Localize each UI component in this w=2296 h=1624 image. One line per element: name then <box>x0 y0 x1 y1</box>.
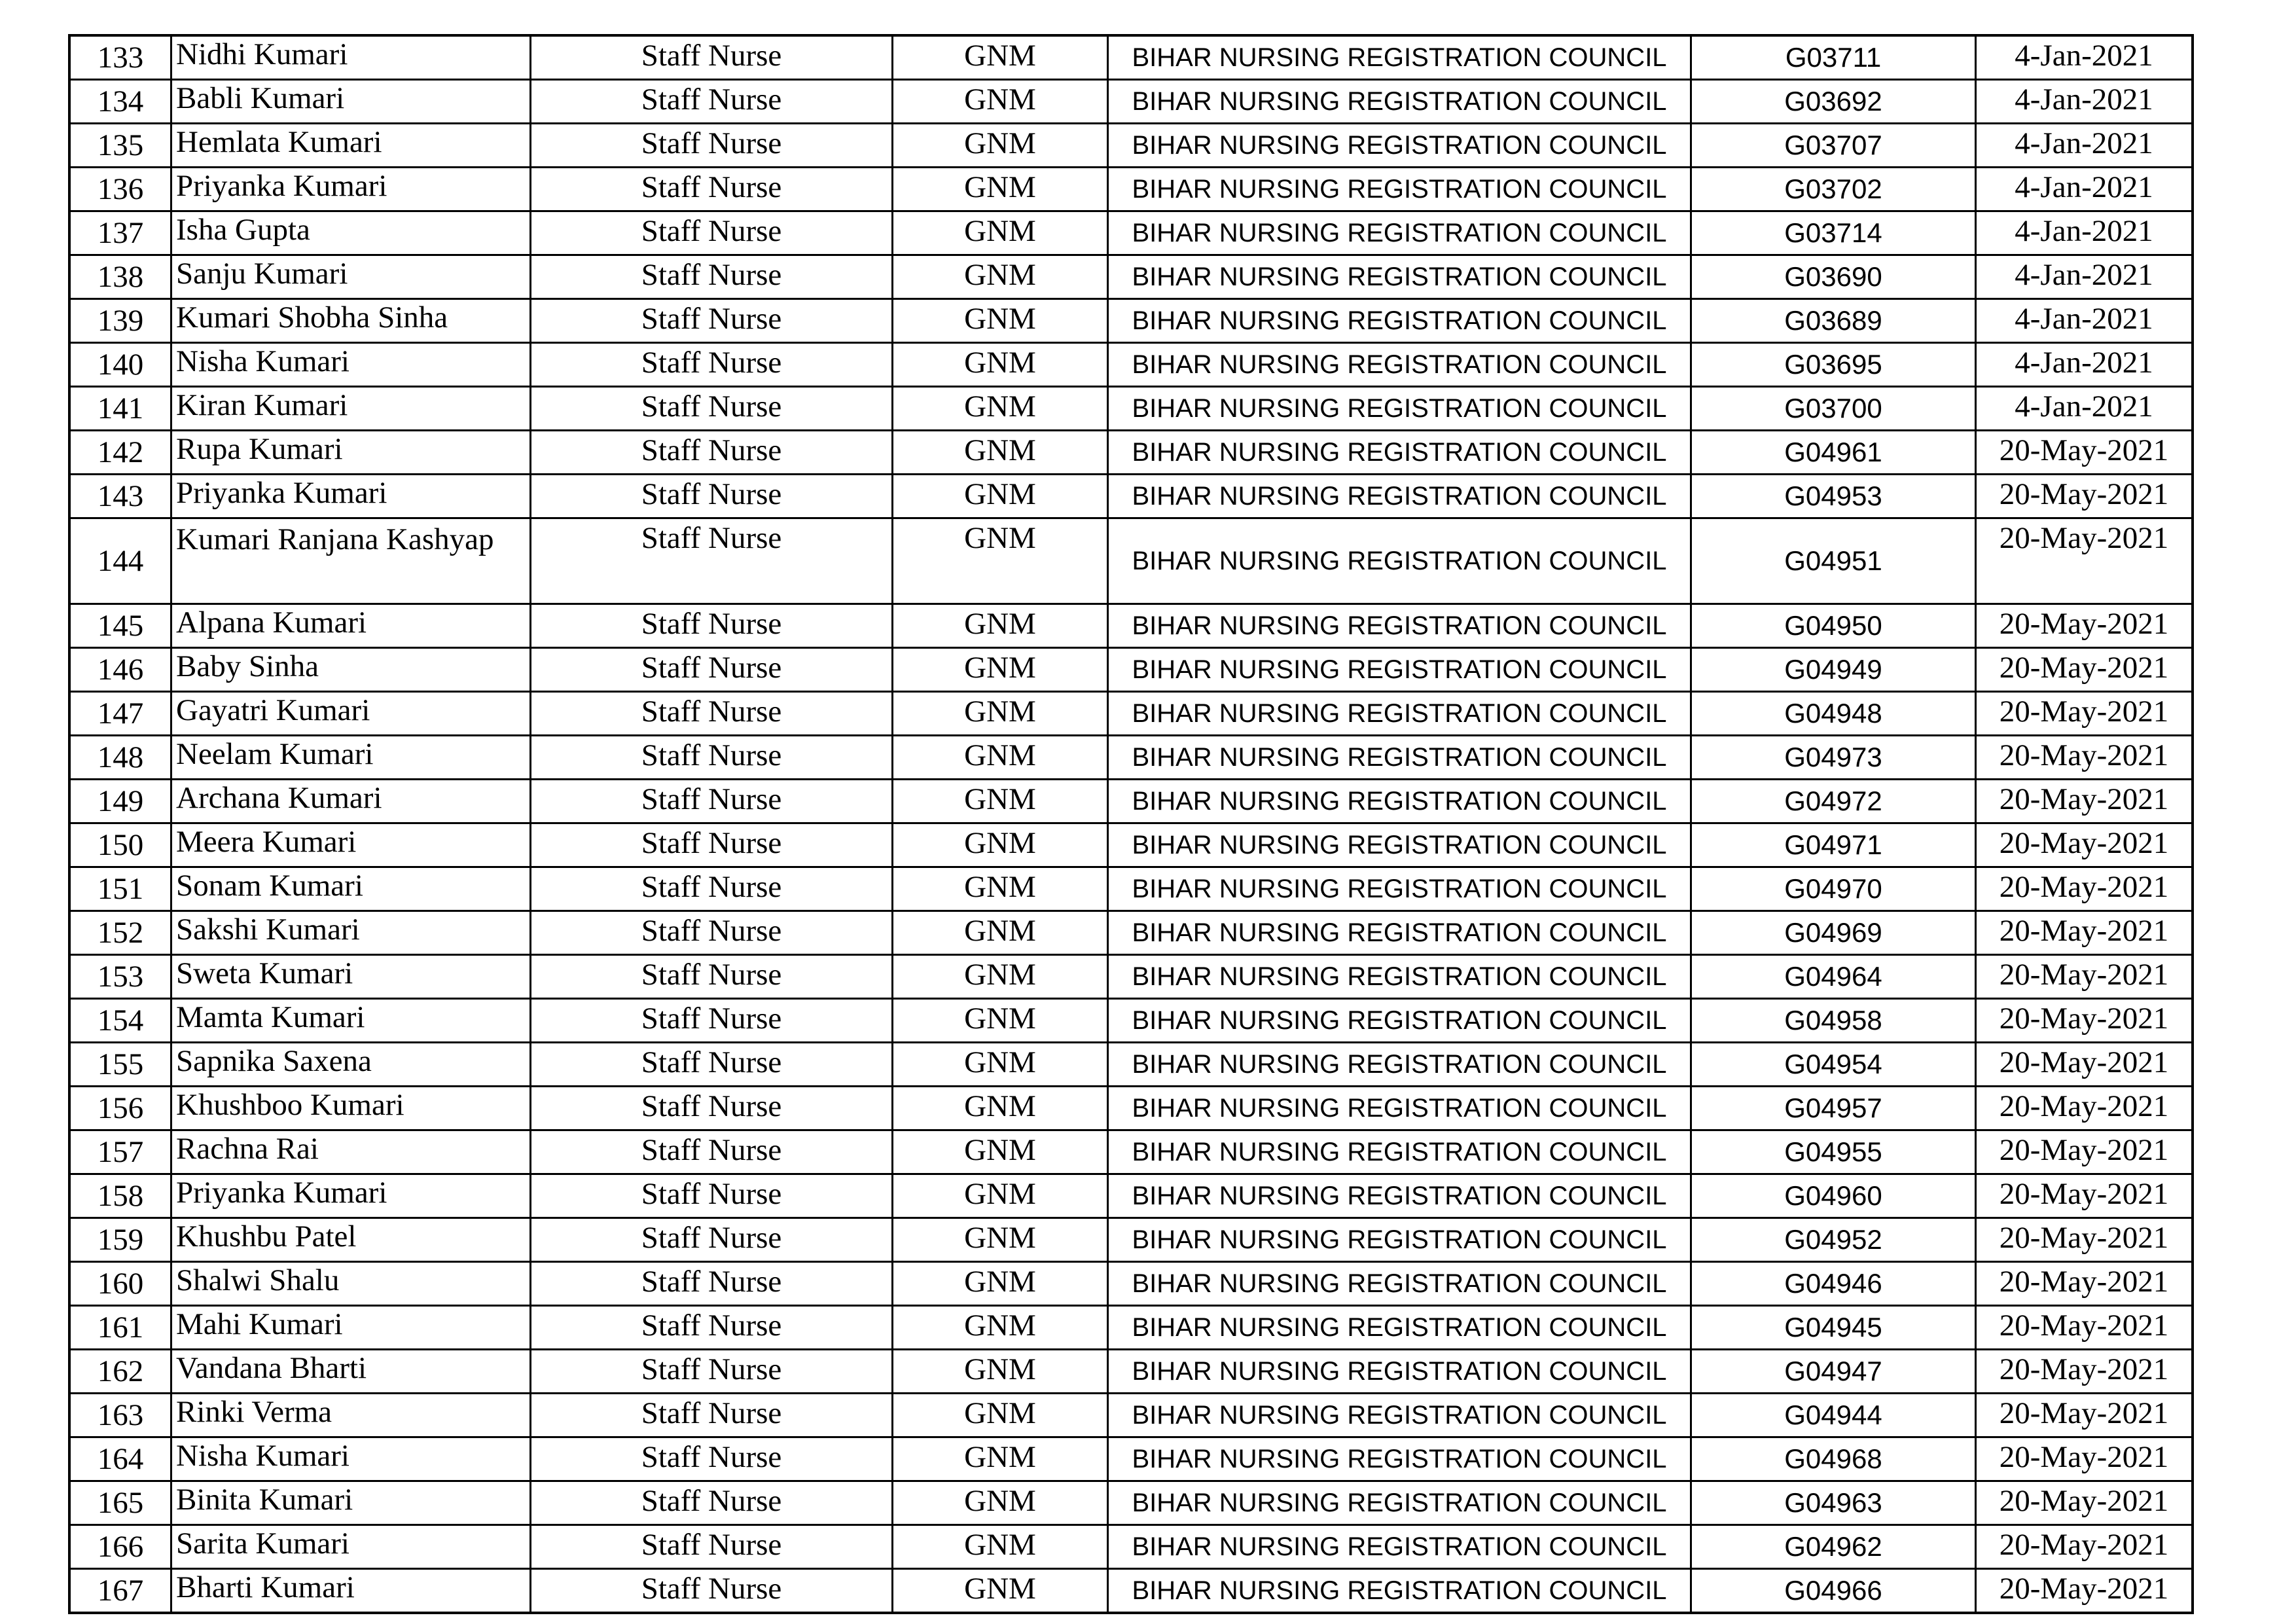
post-cell: Staff Nurse <box>531 431 893 475</box>
serial-number-cell: 148 <box>69 736 171 780</box>
registration-number-cell: G04949 <box>1691 648 1976 692</box>
council-cell: BIHAR NURSING REGISTRATION COUNCIL <box>1108 431 1691 475</box>
serial-number-cell: 160 <box>69 1262 171 1306</box>
serial-number-cell: 140 <box>69 343 171 387</box>
post-cell: Staff Nurse <box>531 518 893 604</box>
table-row <box>69 955 2193 999</box>
post-cell: Staff Nurse <box>531 80 893 124</box>
table-row <box>69 1306 2193 1350</box>
serial-number-cell: 161 <box>69 1306 171 1350</box>
registration-number-cell: G04973 <box>1691 736 1976 780</box>
registration-number-cell: G04958 <box>1691 999 1976 1043</box>
post-cell: Staff Nurse <box>531 1174 893 1218</box>
registration-number-cell: G04972 <box>1691 780 1976 823</box>
name-cell: Kiran Kumari <box>171 387 531 431</box>
post-cell: Staff Nurse <box>531 1130 893 1174</box>
council-cell: BIHAR NURSING REGISTRATION COUNCIL <box>1108 168 1691 211</box>
serial-number-cell: 142 <box>69 431 171 475</box>
registration-number-cell: G04951 <box>1691 518 1976 604</box>
qualification-cell: GNM <box>893 1087 1108 1130</box>
table-row <box>69 35 2193 80</box>
registration-number-cell: G04945 <box>1691 1306 1976 1350</box>
qualification-cell: GNM <box>893 1569 1108 1614</box>
name-cell: Sanju Kumari <box>171 255 531 299</box>
qualification-cell: GNM <box>893 780 1108 823</box>
name-cell: Sweta Kumari <box>171 955 531 999</box>
serial-number-cell: 153 <box>69 955 171 999</box>
qualification-cell: GNM <box>893 35 1108 80</box>
post-cell: Staff Nurse <box>531 1569 893 1614</box>
registration-number-cell: G04962 <box>1691 1525 1976 1569</box>
registration-number-cell: G04957 <box>1691 1087 1976 1130</box>
name-cell: Sonam Kumari <box>171 867 531 911</box>
qualification-cell: GNM <box>893 1350 1108 1394</box>
date-cell: 4-Jan-2021 <box>1976 387 2193 431</box>
table-row <box>69 1262 2193 1306</box>
name-cell: Nidhi Kumari <box>171 35 531 80</box>
serial-number-cell: 164 <box>69 1437 171 1481</box>
qualification-cell: GNM <box>893 1481 1108 1525</box>
table-row <box>69 1087 2193 1130</box>
table-row <box>69 431 2193 475</box>
qualification-cell: GNM <box>893 867 1108 911</box>
qualification-cell: GNM <box>893 604 1108 648</box>
table-row <box>69 1218 2193 1262</box>
qualification-cell: GNM <box>893 211 1108 255</box>
council-cell: BIHAR NURSING REGISTRATION COUNCIL <box>1108 124 1691 168</box>
post-cell: Staff Nurse <box>531 1043 893 1087</box>
council-cell: BIHAR NURSING REGISTRATION COUNCIL <box>1108 1218 1691 1262</box>
table-row <box>69 518 2193 604</box>
date-cell: 20-May-2021 <box>1976 823 2193 867</box>
name-cell: Nisha Kumari <box>171 1437 531 1481</box>
serial-number-cell: 157 <box>69 1130 171 1174</box>
council-cell: BIHAR NURSING REGISTRATION COUNCIL <box>1108 1043 1691 1087</box>
council-cell: BIHAR NURSING REGISTRATION COUNCIL <box>1108 1087 1691 1130</box>
table-row <box>69 299 2193 343</box>
table-row <box>69 387 2193 431</box>
serial-number-cell: 151 <box>69 867 171 911</box>
registration-number-cell: G04948 <box>1691 692 1976 736</box>
registration-number-cell: G04950 <box>1691 604 1976 648</box>
post-cell: Staff Nurse <box>531 475 893 518</box>
name-cell: Khushbu Patel <box>171 1218 531 1262</box>
registration-number-cell: G04966 <box>1691 1569 1976 1614</box>
post-cell: Staff Nurse <box>531 1394 893 1437</box>
post-cell: Staff Nurse <box>531 867 893 911</box>
name-cell: Priyanka Kumari <box>171 475 531 518</box>
post-cell: Staff Nurse <box>531 1306 893 1350</box>
registration-number-cell: G04960 <box>1691 1174 1976 1218</box>
post-cell: Staff Nurse <box>531 736 893 780</box>
name-cell: Sapnika Saxena <box>171 1043 531 1087</box>
date-cell: 20-May-2021 <box>1976 1130 2193 1174</box>
date-cell: 20-May-2021 <box>1976 692 2193 736</box>
registration-number-cell: G03714 <box>1691 211 1976 255</box>
serial-number-cell: 134 <box>69 80 171 124</box>
name-cell: Baby Sinha <box>171 648 531 692</box>
post-cell: Staff Nurse <box>531 1481 893 1525</box>
date-cell: 20-May-2021 <box>1976 1174 2193 1218</box>
qualification-cell: GNM <box>893 299 1108 343</box>
post-cell: Staff Nurse <box>531 955 893 999</box>
name-cell: Rinki Verma <box>171 1394 531 1437</box>
serial-number-cell: 158 <box>69 1174 171 1218</box>
table-body <box>69 35 2193 1613</box>
name-cell: Sakshi Kumari <box>171 911 531 955</box>
date-cell: 4-Jan-2021 <box>1976 35 2193 80</box>
council-cell: BIHAR NURSING REGISTRATION COUNCIL <box>1108 955 1691 999</box>
council-cell: BIHAR NURSING REGISTRATION COUNCIL <box>1108 867 1691 911</box>
table-row <box>69 1437 2193 1481</box>
qualification-cell: GNM <box>893 343 1108 387</box>
name-cell: Mahi Kumari <box>171 1306 531 1350</box>
name-cell: Priyanka Kumari <box>171 1174 531 1218</box>
table-row <box>69 1481 2193 1525</box>
table-row <box>69 1174 2193 1218</box>
registration-number-cell: G04968 <box>1691 1437 1976 1481</box>
council-cell: BIHAR NURSING REGISTRATION COUNCIL <box>1108 911 1691 955</box>
registration-number-cell: G04947 <box>1691 1350 1976 1394</box>
serial-number-cell: 163 <box>69 1394 171 1437</box>
table-row <box>69 999 2193 1043</box>
serial-number-cell: 137 <box>69 211 171 255</box>
registration-number-cell: G03707 <box>1691 124 1976 168</box>
council-cell: BIHAR NURSING REGISTRATION COUNCIL <box>1108 35 1691 80</box>
qualification-cell: GNM <box>893 736 1108 780</box>
date-cell: 20-May-2021 <box>1976 648 2193 692</box>
table-row <box>69 343 2193 387</box>
serial-number-cell: 139 <box>69 299 171 343</box>
post-cell: Staff Nurse <box>531 911 893 955</box>
staff-nurse-table <box>68 34 2194 1614</box>
council-cell: BIHAR NURSING REGISTRATION COUNCIL <box>1108 518 1691 604</box>
registration-number-cell: G04955 <box>1691 1130 1976 1174</box>
council-cell: BIHAR NURSING REGISTRATION COUNCIL <box>1108 1569 1691 1614</box>
date-cell: 20-May-2021 <box>1976 736 2193 780</box>
council-cell: BIHAR NURSING REGISTRATION COUNCIL <box>1108 1394 1691 1437</box>
table-row <box>69 1350 2193 1394</box>
qualification-cell: GNM <box>893 1525 1108 1569</box>
name-cell: Mamta Kumari <box>171 999 531 1043</box>
qualification-cell: GNM <box>893 168 1108 211</box>
date-cell: 4-Jan-2021 <box>1976 299 2193 343</box>
qualification-cell: GNM <box>893 999 1108 1043</box>
post-cell: Staff Nurse <box>531 1218 893 1262</box>
serial-number-cell: 147 <box>69 692 171 736</box>
date-cell: 20-May-2021 <box>1976 1043 2193 1087</box>
registration-number-cell: G03700 <box>1691 387 1976 431</box>
qualification-cell: GNM <box>893 1130 1108 1174</box>
qualification-cell: GNM <box>893 431 1108 475</box>
serial-number-cell: 135 <box>69 124 171 168</box>
date-cell: 20-May-2021 <box>1976 1569 2193 1614</box>
registration-number-cell: G04954 <box>1691 1043 1976 1087</box>
registration-number-cell: G04971 <box>1691 823 1976 867</box>
council-cell: BIHAR NURSING REGISTRATION COUNCIL <box>1108 1437 1691 1481</box>
name-cell: Hemlata Kumari <box>171 124 531 168</box>
name-cell: Kumari Shobha Sinha <box>171 299 531 343</box>
post-cell: Staff Nurse <box>531 1350 893 1394</box>
date-cell: 4-Jan-2021 <box>1976 80 2193 124</box>
council-cell: BIHAR NURSING REGISTRATION COUNCIL <box>1108 1130 1691 1174</box>
qualification-cell: GNM <box>893 911 1108 955</box>
council-cell: BIHAR NURSING REGISTRATION COUNCIL <box>1108 1262 1691 1306</box>
post-cell: Staff Nurse <box>531 35 893 80</box>
post-cell: Staff Nurse <box>531 1087 893 1130</box>
post-cell: Staff Nurse <box>531 124 893 168</box>
serial-number-cell: 152 <box>69 911 171 955</box>
post-cell: Staff Nurse <box>531 604 893 648</box>
post-cell: Staff Nurse <box>531 692 893 736</box>
date-cell: 4-Jan-2021 <box>1976 211 2193 255</box>
table-row <box>69 1569 2193 1614</box>
registration-number-cell: G03689 <box>1691 299 1976 343</box>
registration-number-cell: G04961 <box>1691 431 1976 475</box>
date-cell: 20-May-2021 <box>1976 431 2193 475</box>
registration-number-cell: G03702 <box>1691 168 1976 211</box>
qualification-cell: GNM <box>893 1306 1108 1350</box>
date-cell: 20-May-2021 <box>1976 1218 2193 1262</box>
qualification-cell: GNM <box>893 387 1108 431</box>
serial-number-cell: 159 <box>69 1218 171 1262</box>
qualification-cell: GNM <box>893 955 1108 999</box>
qualification-cell: GNM <box>893 1174 1108 1218</box>
registration-number-cell: G03690 <box>1691 255 1976 299</box>
table-row <box>69 1394 2193 1437</box>
name-cell: Priyanka Kumari <box>171 168 531 211</box>
date-cell: 20-May-2021 <box>1976 780 2193 823</box>
name-cell: Sarita Kumari <box>171 1525 531 1569</box>
qualification-cell: GNM <box>893 518 1108 604</box>
table-row <box>69 780 2193 823</box>
date-cell: 4-Jan-2021 <box>1976 124 2193 168</box>
date-cell: 4-Jan-2021 <box>1976 168 2193 211</box>
post-cell: Staff Nurse <box>531 211 893 255</box>
name-cell: Bharti Kumari <box>171 1569 531 1614</box>
table-row <box>69 867 2193 911</box>
registration-number-cell: G04952 <box>1691 1218 1976 1262</box>
name-cell: Babli Kumari <box>171 80 531 124</box>
table-row <box>69 604 2193 648</box>
serial-number-cell: 167 <box>69 1569 171 1614</box>
table-row <box>69 168 2193 211</box>
qualification-cell: GNM <box>893 823 1108 867</box>
date-cell: 20-May-2021 <box>1976 518 2193 604</box>
name-cell: Gayatri Kumari <box>171 692 531 736</box>
post-cell: Staff Nurse <box>531 1262 893 1306</box>
registration-number-cell: G03711 <box>1691 35 1976 80</box>
serial-number-cell: 146 <box>69 648 171 692</box>
table-row <box>69 80 2193 124</box>
qualification-cell: GNM <box>893 692 1108 736</box>
serial-number-cell: 149 <box>69 780 171 823</box>
qualification-cell: GNM <box>893 80 1108 124</box>
date-cell: 20-May-2021 <box>1976 1087 2193 1130</box>
name-cell: Rachna Rai <box>171 1130 531 1174</box>
council-cell: BIHAR NURSING REGISTRATION COUNCIL <box>1108 1481 1691 1525</box>
date-cell: 20-May-2021 <box>1976 475 2193 518</box>
council-cell: BIHAR NURSING REGISTRATION COUNCIL <box>1108 1350 1691 1394</box>
table-row <box>69 211 2193 255</box>
serial-number-cell: 141 <box>69 387 171 431</box>
name-cell: Alpana Kumari <box>171 604 531 648</box>
serial-number-cell: 156 <box>69 1087 171 1130</box>
council-cell: BIHAR NURSING REGISTRATION COUNCIL <box>1108 387 1691 431</box>
post-cell: Staff Nurse <box>531 387 893 431</box>
council-cell: BIHAR NURSING REGISTRATION COUNCIL <box>1108 736 1691 780</box>
council-cell: BIHAR NURSING REGISTRATION COUNCIL <box>1108 1525 1691 1569</box>
serial-number-cell: 143 <box>69 475 171 518</box>
serial-number-cell: 136 <box>69 168 171 211</box>
name-cell: Shalwi Shalu <box>171 1262 531 1306</box>
date-cell: 4-Jan-2021 <box>1976 343 2193 387</box>
serial-number-cell: 166 <box>69 1525 171 1569</box>
post-cell: Staff Nurse <box>531 1437 893 1481</box>
qualification-cell: GNM <box>893 255 1108 299</box>
qualification-cell: GNM <box>893 1262 1108 1306</box>
council-cell: BIHAR NURSING REGISTRATION COUNCIL <box>1108 80 1691 124</box>
council-cell: BIHAR NURSING REGISTRATION COUNCIL <box>1108 299 1691 343</box>
table-row <box>69 1525 2193 1569</box>
table-row <box>69 911 2193 955</box>
registration-number-cell: G04944 <box>1691 1394 1976 1437</box>
registration-number-cell: G04970 <box>1691 867 1976 911</box>
name-cell: Archana Kumari <box>171 780 531 823</box>
date-cell: 20-May-2021 <box>1976 1394 2193 1437</box>
council-cell: BIHAR NURSING REGISTRATION COUNCIL <box>1108 780 1691 823</box>
registration-number-cell: G03692 <box>1691 80 1976 124</box>
council-cell: BIHAR NURSING REGISTRATION COUNCIL <box>1108 692 1691 736</box>
serial-number-cell: 154 <box>69 999 171 1043</box>
name-cell: Rupa Kumari <box>171 431 531 475</box>
name-cell: Vandana Bharti <box>171 1350 531 1394</box>
qualification-cell: GNM <box>893 1043 1108 1087</box>
date-cell: 20-May-2021 <box>1976 999 2193 1043</box>
date-cell: 4-Jan-2021 <box>1976 255 2193 299</box>
council-cell: BIHAR NURSING REGISTRATION COUNCIL <box>1108 823 1691 867</box>
table-row <box>69 736 2193 780</box>
name-cell: Nisha Kumari <box>171 343 531 387</box>
table-row <box>69 1043 2193 1087</box>
council-cell: BIHAR NURSING REGISTRATION COUNCIL <box>1108 475 1691 518</box>
council-cell: BIHAR NURSING REGISTRATION COUNCIL <box>1108 648 1691 692</box>
qualification-cell: GNM <box>893 1218 1108 1262</box>
table-row <box>69 692 2193 736</box>
serial-number-cell: 133 <box>69 35 171 80</box>
table-row <box>69 475 2193 518</box>
date-cell: 20-May-2021 <box>1976 867 2193 911</box>
date-cell: 20-May-2021 <box>1976 1437 2193 1481</box>
council-cell: BIHAR NURSING REGISTRATION COUNCIL <box>1108 604 1691 648</box>
date-cell: 20-May-2021 <box>1976 1350 2193 1394</box>
serial-number-cell: 165 <box>69 1481 171 1525</box>
name-cell: Neelam Kumari <box>171 736 531 780</box>
name-cell: Binita Kumari <box>171 1481 531 1525</box>
name-cell: Meera Kumari <box>171 823 531 867</box>
post-cell: Staff Nurse <box>531 999 893 1043</box>
registration-number-cell: G04963 <box>1691 1481 1976 1525</box>
registration-number-cell: G04946 <box>1691 1262 1976 1306</box>
serial-number-cell: 162 <box>69 1350 171 1394</box>
table-row <box>69 124 2193 168</box>
date-cell: 20-May-2021 <box>1976 955 2193 999</box>
qualification-cell: GNM <box>893 124 1108 168</box>
post-cell: Staff Nurse <box>531 823 893 867</box>
serial-number-cell: 155 <box>69 1043 171 1087</box>
registration-number-cell: G03695 <box>1691 343 1976 387</box>
serial-number-cell: 150 <box>69 823 171 867</box>
date-cell: 20-May-2021 <box>1976 1306 2193 1350</box>
registration-number-cell: G04964 <box>1691 955 1976 999</box>
name-cell: Isha Gupta <box>171 211 531 255</box>
council-cell: BIHAR NURSING REGISTRATION COUNCIL <box>1108 211 1691 255</box>
post-cell: Staff Nurse <box>531 648 893 692</box>
council-cell: BIHAR NURSING REGISTRATION COUNCIL <box>1108 255 1691 299</box>
qualification-cell: GNM <box>893 648 1108 692</box>
serial-number-cell: 138 <box>69 255 171 299</box>
post-cell: Staff Nurse <box>531 780 893 823</box>
council-cell: BIHAR NURSING REGISTRATION COUNCIL <box>1108 343 1691 387</box>
council-cell: BIHAR NURSING REGISTRATION COUNCIL <box>1108 1306 1691 1350</box>
name-cell: Khushboo Kumari <box>171 1087 531 1130</box>
table-row <box>69 648 2193 692</box>
registration-number-cell: G04969 <box>1691 911 1976 955</box>
table-row <box>69 255 2193 299</box>
qualification-cell: GNM <box>893 475 1108 518</box>
qualification-cell: GNM <box>893 1394 1108 1437</box>
table-row <box>69 823 2193 867</box>
table-row <box>69 1130 2193 1174</box>
serial-number-cell: 145 <box>69 604 171 648</box>
date-cell: 20-May-2021 <box>1976 604 2193 648</box>
name-cell: Kumari Ranjana Kashyap <box>171 518 531 604</box>
post-cell: Staff Nurse <box>531 299 893 343</box>
qualification-cell: GNM <box>893 1437 1108 1481</box>
council-cell: BIHAR NURSING REGISTRATION COUNCIL <box>1108 1174 1691 1218</box>
date-cell: 20-May-2021 <box>1976 1262 2193 1306</box>
council-cell: BIHAR NURSING REGISTRATION COUNCIL <box>1108 999 1691 1043</box>
post-cell: Staff Nurse <box>531 343 893 387</box>
registration-number-cell: G04953 <box>1691 475 1976 518</box>
date-cell: 20-May-2021 <box>1976 1525 2193 1569</box>
serial-number-cell: 144 <box>69 518 171 604</box>
date-cell: 20-May-2021 <box>1976 1481 2193 1525</box>
date-cell: 20-May-2021 <box>1976 911 2193 955</box>
post-cell: Staff Nurse <box>531 168 893 211</box>
post-cell: Staff Nurse <box>531 255 893 299</box>
post-cell: Staff Nurse <box>531 1525 893 1569</box>
